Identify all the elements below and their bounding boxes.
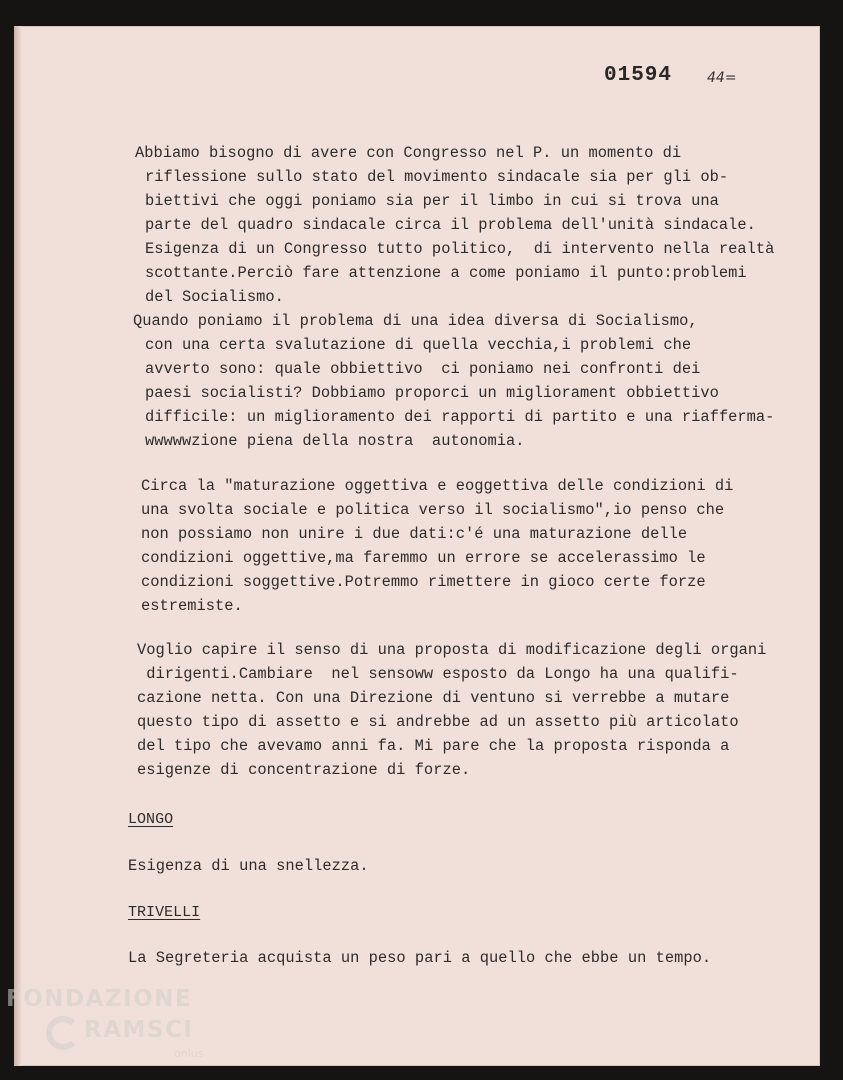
page-edge [14, 26, 22, 1066]
text-line: cazione netta. Con una Direzione di ventuno si verrebbe a mutare [137, 689, 730, 707]
text-line: difficile: un miglioramento dei rapporti di partito e una riafferma- [145, 408, 775, 426]
text-line: parte del quadro sindacale circa il problema dell'unità sindacale. [145, 216, 756, 234]
text-line: riflessione sullo stato del movimento sindacale sia per gli ob- [145, 168, 729, 186]
speaker-name: TRIVELLI [128, 904, 201, 921]
speaker-text: La Segreteria acquista un peso pari a quello che ebbe un tempo. [128, 949, 712, 967]
document-number: 01594 [604, 64, 673, 87]
watermark-line-2: RAMSCI [84, 1017, 194, 1043]
text-line: una svolta sociale e politica verso il socialismo",io penso che [141, 501, 725, 519]
fondazione-gramsci-watermark [6, 986, 204, 1060]
text-line: del tipo che avevamo anni fa. Mi pare che la proposta risponda a [137, 737, 730, 755]
text-line: Voglio capire il senso di una proposta di modificazione degli organi [137, 641, 767, 659]
text-line: esigenze di concentrazione di forze. [137, 761, 471, 779]
text-line: Quando poniamo il problema di una idea diversa di Socialismo, [133, 312, 698, 330]
text-line: paesi socialisti? Dobbiamo proporci un migliorament obbiettivo [145, 384, 719, 402]
text-line: Esigenza di un Congresso tutto politico, di intervento nella realtà [145, 240, 775, 258]
text-line: Abbiamo bisogno di avere con Congresso nel P. un momento di [135, 144, 682, 162]
text-line: estremiste. [141, 597, 243, 615]
text-line: condizioni oggettive,ma faremmo un errore se accelerassimo le [141, 549, 706, 567]
text-line: wwwwwzione piena della nostra autonomia. [145, 432, 525, 450]
speaker-text: Esigenza di una snellezza. [128, 857, 369, 875]
text-line: scottante.Perciò fare attenzione a come poniamo il punto:problemi [145, 264, 747, 282]
text-line: non possiamo non unire i due dati:c'é una maturazione delle [141, 525, 688, 543]
text-line: biettivi che oggi poniamo sia per il limbo in cui si trova una [145, 192, 719, 210]
gramsci-g-icon [46, 1016, 80, 1050]
text-line: con una certa svalutazione di quella vecchia,i problemi che [145, 336, 692, 354]
text-line: Circa la "maturazione oggettiva e eoggettiva delle condizioni di [141, 477, 734, 495]
text-line: questo tipo di assetto e si andrebbe ad un assetto più articolato [137, 713, 739, 731]
watermark-line-1: FONDAZIONE [6, 986, 193, 1012]
text-line: condizioni soggettive.Potremmo rimettere in gioco certe forze [141, 573, 706, 591]
watermark-line-3: onlus [174, 1047, 204, 1060]
text-line: del Socialismo. [145, 288, 284, 306]
page-note: 44= [707, 70, 737, 86]
text-line: dirigenti.Cambiare nel sensoww esposto da Longo ha una qualifi- [137, 665, 739, 683]
text-line: avverto sono: quale obbiettivo ci poniamo nei confronti dei [145, 360, 701, 378]
speaker-name: LONGO [128, 811, 174, 828]
